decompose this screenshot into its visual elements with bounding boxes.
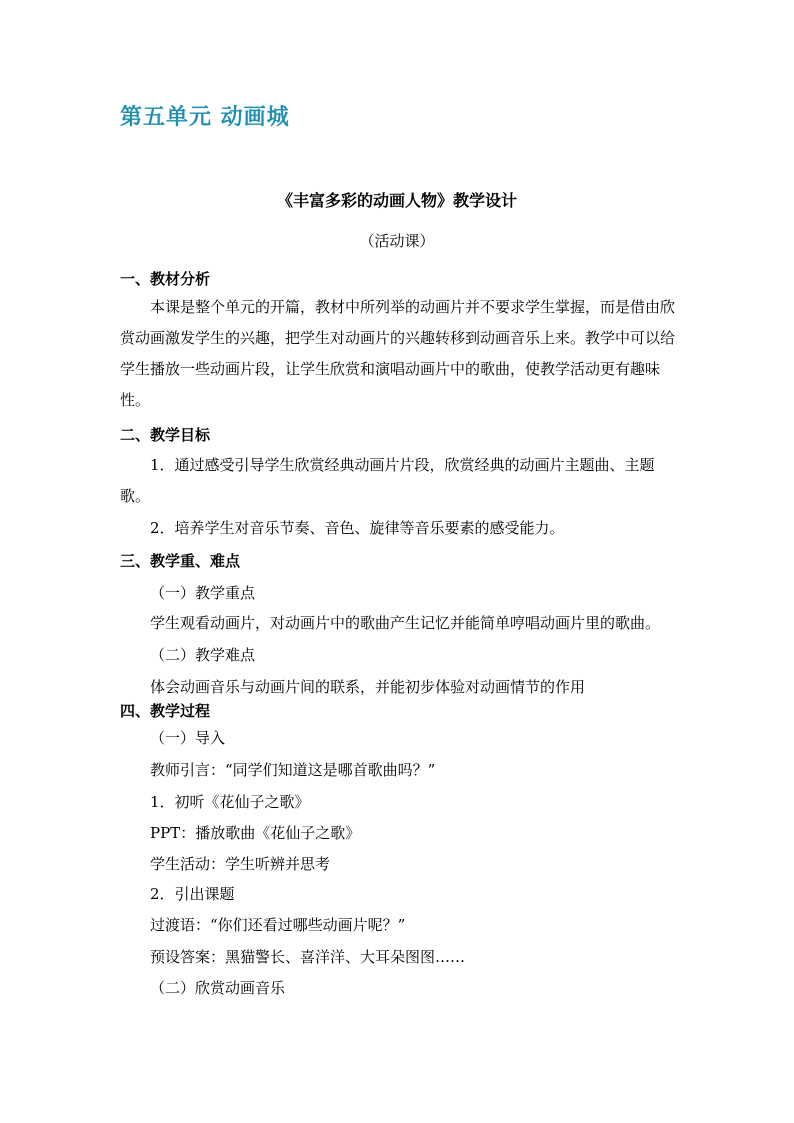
section-heading-goals: 二、教学目标 bbox=[120, 426, 211, 444]
process-line: 过渡语：“你们还看过哪些动画片呢？” bbox=[150, 916, 406, 934]
appreciate-label: （二）欣赏动画音乐 bbox=[150, 979, 286, 997]
section-heading-analysis: 一、教材分析 bbox=[120, 270, 211, 288]
document-subtitle: （活动课） bbox=[359, 232, 435, 250]
process-line: 学生活动：学生听辨并思考 bbox=[150, 855, 331, 873]
analysis-paragraph: 本课是整个单元的开篇，教材中所列举的动画片并不要求学生掌握，而是借由欣赏动画激发学生的兴趣，把学生对动画片的兴趣转移到动画音乐上来。教学中可以给学生播放一些动画片段，让学生欣赏和演唱动画片中的歌曲，使教学活动更有趣味性。 bbox=[120, 298, 676, 409]
key-point-label: （一）教学重点 bbox=[150, 584, 256, 602]
process-line: 教师引言：“同学们知道这是哪首歌曲吗？” bbox=[150, 761, 436, 779]
process-line: PPT：播放歌曲《花仙子之歌》 bbox=[150, 824, 361, 842]
section-heading-key-points: 三、教学重、难点 bbox=[120, 552, 241, 570]
key-point-text: 学生观看动画片，对动画片中的歌曲产生记忆并能简单哼唱动画片里的歌曲。 bbox=[150, 614, 661, 632]
goal-item-2: 2．培养学生对音乐节奏、音色、旋律等音乐要素的感受能力。 bbox=[150, 519, 565, 537]
unit-title: 第五单元 动画城 bbox=[120, 105, 290, 130]
process-line: 2．引出课题 bbox=[150, 885, 235, 903]
difficulty-label: （二）教学难点 bbox=[150, 646, 256, 664]
section-heading-process: 四、教学过程 bbox=[120, 702, 211, 720]
process-line: 预设答案：黑猫警长、喜洋洋、大耳朵图图…… bbox=[150, 948, 466, 966]
intro-label: （一）导入 bbox=[150, 729, 226, 747]
goal-item-1: 1．通过感受引导学生欣赏经典动画片片段，欣赏经典的动画片主题曲、主题歌。 bbox=[120, 456, 655, 505]
process-line: 1．初听《花仙子之歌》 bbox=[150, 793, 310, 811]
document-title: 《丰富多彩的动画人物》教学设计 bbox=[276, 191, 517, 210]
difficulty-text: 体会动画音乐与动画片间的联系，并能初步体验对动画情节的作用 bbox=[150, 678, 586, 696]
